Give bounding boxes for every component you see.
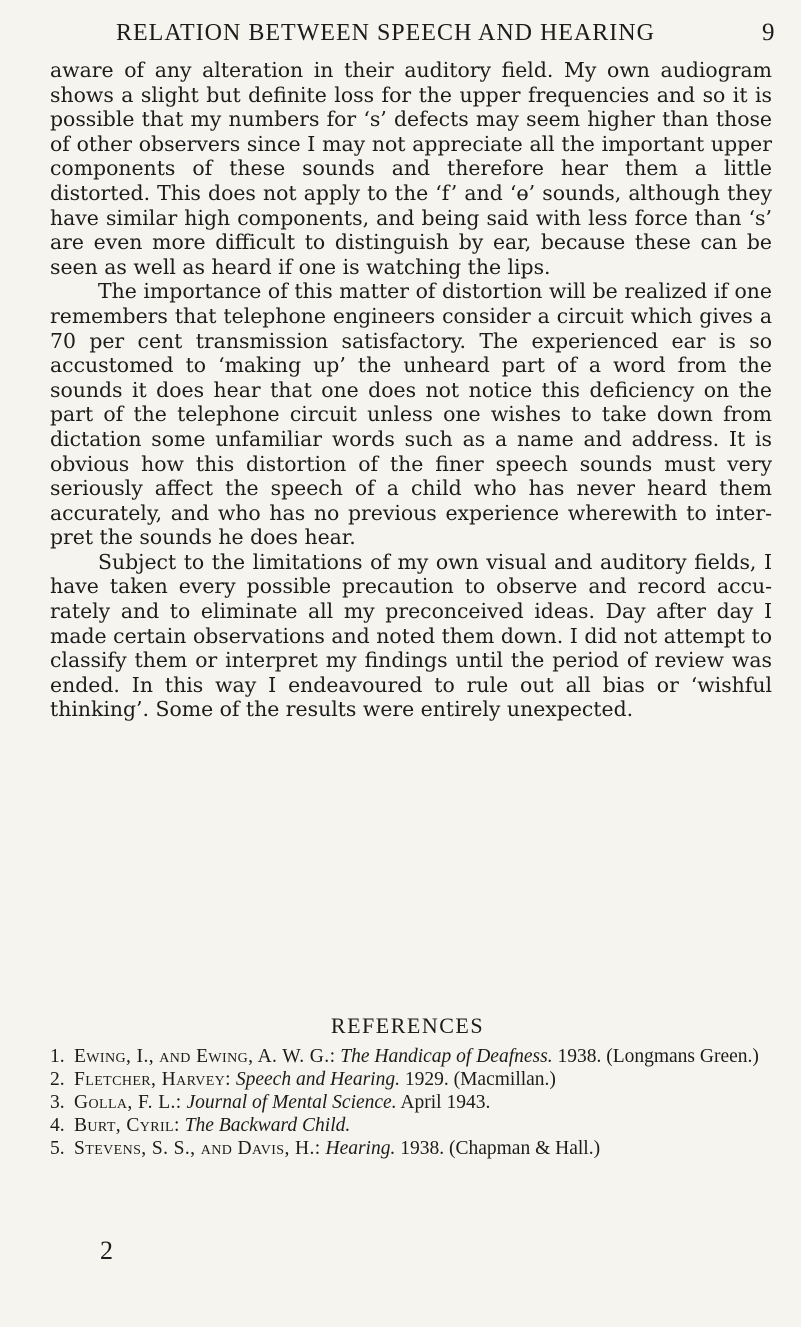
reference-authors: Golla, F. L.: — [74, 1092, 182, 1113]
reference-number: 2. — [50, 1069, 65, 1090]
reference-details: 1938. (Chapman & Hall.) — [400, 1138, 601, 1159]
references-heading: REFERENCES — [330, 1013, 485, 1038]
paragraph: Subject to the limitations of my own visual and auditory fields, I have taken every possible precaution to observe and record accurately and to eliminate all my preconceived ideas. Day after day I made certain observations and noted them down. I did not attempt to classify them or interpret my findings until the period of review was ended. In this way I endeavoured to rule out all bias or ‘wishful thinking’. Some of the results were entirely unexpected. — [50, 549, 772, 722]
reference-number: 1. — [50, 1046, 65, 1067]
reference-text — [74, 1045, 790, 1068]
reference-number: 3. — [50, 1092, 65, 1113]
reference-title: The Backward Child. — [184, 1115, 351, 1136]
reference-title: Speech and Hearing. — [235, 1069, 400, 1090]
reference-text — [74, 1068, 790, 1091]
signature-mark: 2 — [100, 1236, 113, 1265]
reference-item — [50, 1045, 790, 1068]
paragraph: aware of any alteration in their auditory field. My own audiogram shows a slight but definite loss for the upper frequencies and so it is possible that my numbers for ‘s’ defects may seem higher than those of other observers since I may not appreciate all the important upper components of these sounds and therefore hear them a little distorted. This does not apply to the ‘f’ and ‘ɵ’ sounds, although they have similar high components, and being said with less force than ‘s’ are even more difficult to distinguish by ear, because these can be seen as well as heard if one is watching the lips. — [50, 58, 772, 279]
reference-title: The Handicap of Deafness. — [340, 1046, 553, 1067]
reference-text — [74, 1137, 790, 1160]
references-list — [50, 1045, 790, 1160]
reference-text — [74, 1114, 790, 1137]
reference-item — [50, 1091, 790, 1114]
reference-details: 1929. (Macmillan.) — [404, 1069, 556, 1090]
reference-item — [50, 1114, 790, 1137]
running-title: RELATION BETWEEN SPEECH AND HEARING — [116, 20, 655, 46]
reference-authors: Stevens, S. S., and Davis, H.: — [74, 1138, 321, 1159]
reference-authors: Ewing, I., and Ewing, A. W. G.: — [74, 1046, 336, 1067]
body-text — [50, 58, 772, 722]
reference-authors: Burt, Cyril: — [74, 1115, 180, 1136]
reference-title: Hearing. — [325, 1138, 396, 1159]
reference-authors: Fletcher, Harvey: — [74, 1069, 231, 1090]
reference-item — [50, 1137, 790, 1160]
reference-text — [74, 1091, 790, 1114]
page-number: 9 — [762, 19, 775, 46]
reference-details: April 1943. — [400, 1092, 491, 1113]
reference-item — [50, 1068, 790, 1091]
paragraph: The importance of this matter of distortion will be realized if one remembers that telephone engineers consider a circuit which gives a 70 per cent transmission satisfactory. The experienced ear is so accustomed to ‘making up’ the unheard part of a word from the sounds it does hear that one does not notice this deficiency on the part of the telephone circuit unless one wishes to take down from dictation some unfamiliar words such as a name and address. It is obvious how this distortion of the finer speech sounds must very seriously affect the speech of a child who has never heard them accurately, and who has no previous experience wherewith to interpret the sounds he does hear. — [50, 279, 772, 550]
reference-number: 4. — [50, 1115, 65, 1136]
reference-details: 1938. (Longmans Green.) — [557, 1046, 759, 1067]
reference-title: Journal of Mental Science. — [186, 1092, 397, 1113]
reference-number: 5. — [50, 1138, 65, 1159]
